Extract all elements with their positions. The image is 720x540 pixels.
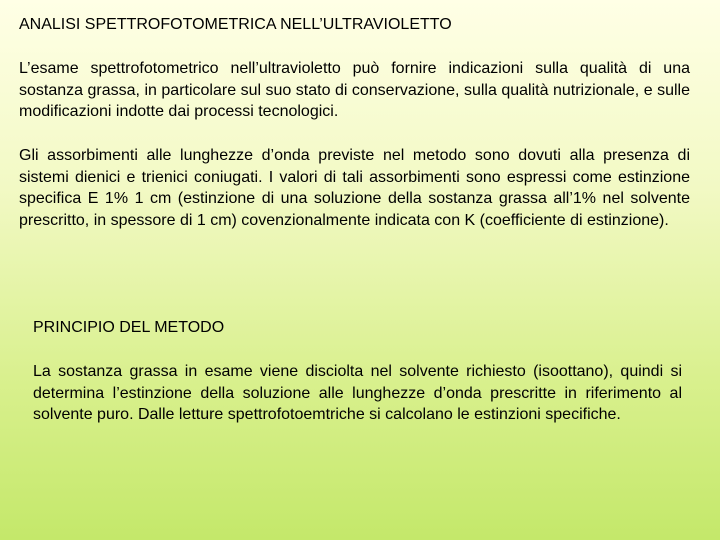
method-paragraph: La sostanza grassa in esame viene disciolta nel solvente richiesto (isoottano), quindi si determina l’estinzione della soluzione alle lunghezze d’onda prescritte in riferimento al solvente puro. Dalle letture spettrofotoemtriche si calcolano le estinzioni specifiche. — [33, 363, 682, 423]
slide-title: ANALISI SPETTROFOTOMETRICA NELL’ULTRAVIOLETTO — [19, 16, 452, 33]
section-heading: PRINCIPIO DEL METODO — [33, 319, 225, 336]
intro-paragraph: L’esame spettrofotometrico nell’ultravioletto può fornire indicazioni sulla qualità di una sostanza grassa, in particolare sul suo stato di conservazione, sulla qualità nutrizionale, e sulle modificazioni indotte dai processi tecnologici. — [19, 60, 690, 120]
absorption-paragraph: Gli assorbimenti alle lunghezze d’onda previste nel metodo sono dovuti alla presenza di sistemi dienici e trienici coniugati. I valori di tali assorbimenti sono espressi come estinzione specifica E 1% 1 cm (estinzione di una soluzione della sostanza grassa all’1% nel solvente prescritto, in spessore di 1 cm) covenzionalmente indicata con K (coefficiente di estinzione). — [19, 147, 690, 229]
